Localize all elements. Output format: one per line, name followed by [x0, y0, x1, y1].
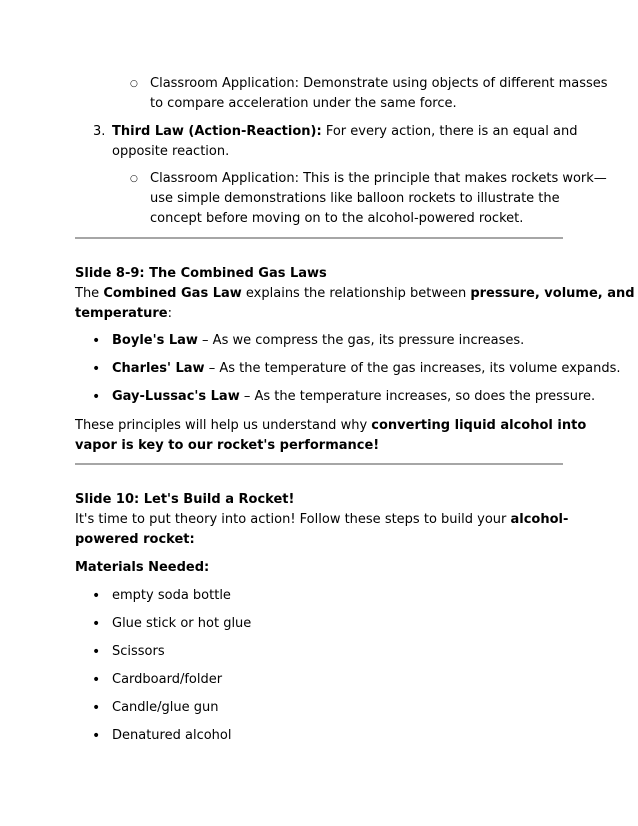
section-heading-gas-laws: Slide 8-9: The Combined Gas Laws [75, 266, 327, 281]
bold-run: temperature [75, 306, 168, 321]
text-run: explains the relationship between [241, 286, 471, 301]
text-run: : [167, 306, 172, 321]
bullet-marker: • [92, 588, 101, 604]
paragraph-line [75, 416, 586, 436]
list-number: 3. [93, 124, 106, 139]
material-item: Candle/glue gun [112, 700, 219, 715]
text-run: – As the temperature of the gas increases, its volume expands. [204, 361, 621, 376]
material-item: Denatured alcohol [112, 728, 232, 743]
paragraph-line [75, 304, 172, 324]
section-heading-build-rocket: Slide 10: Let's Build a Rocket! [75, 492, 295, 507]
material-item: Scissors [112, 644, 165, 659]
bold-run: alcohol- [510, 512, 569, 527]
list-item-title: Third Law (Action-Reaction): [112, 124, 322, 139]
sub-bullet-text-line: use simple demonstrations like balloon rockets to illustrate the [150, 191, 560, 206]
paragraph-line [75, 510, 568, 530]
text-run: – As we compress the gas, its pressure increases. [197, 333, 525, 348]
sub-bullet-marker: ○ [130, 174, 138, 184]
text-run: – As the temperature increases, so does the pressure. [239, 389, 596, 404]
bullet-marker: • [92, 644, 101, 660]
bullet-marker: • [92, 700, 101, 716]
horizontal-rule [75, 237, 563, 239]
sub-bullet-text-line: Classroom Application: Demonstrate using objects of different masses [150, 76, 608, 91]
bullet-marker: • [92, 389, 101, 405]
bold-run: powered rocket: [75, 532, 195, 547]
bullet-marker: • [92, 616, 101, 632]
bold-run: Boyle's Law [112, 333, 198, 348]
text-run: These principles will help us understand why [75, 418, 372, 433]
bullet-marker: • [92, 361, 101, 377]
paragraph-line [75, 284, 635, 304]
bold-run: Combined Gas Law [103, 286, 242, 301]
list-item [112, 359, 621, 379]
material-item: empty soda bottle [112, 588, 231, 603]
paragraph-line [75, 530, 195, 550]
sub-bullet-text-line: to compare acceleration under the same force. [150, 96, 457, 111]
sub-bullet-text-line: Classroom Application: This is the principle that makes rockets work— [150, 171, 607, 186]
bullet-marker: • [92, 672, 101, 688]
bold-run: Charles' Law [112, 361, 205, 376]
material-item: Cardboard/folder [112, 672, 223, 687]
bold-run: converting liquid alcohol into [371, 418, 587, 433]
list-item-third-law [112, 122, 577, 142]
materials-heading: Materials Needed: [75, 560, 210, 575]
material-item: Glue stick or hot glue [112, 616, 252, 631]
bold-run: vapor is key to our rocket's performance! [75, 438, 380, 453]
sub-bullet-marker: ○ [130, 79, 138, 89]
bullet-marker: • [92, 333, 101, 349]
bold-run: pressure, volume, and [470, 286, 635, 301]
bullet-marker: • [92, 728, 101, 744]
text-run: It's time to put theory into action! Follow these steps to build your [75, 512, 511, 527]
paragraph-line [75, 436, 379, 456]
sub-bullet-text-line: concept before moving on to the alcohol-powered rocket. [150, 211, 524, 226]
list-item [112, 331, 524, 351]
text-run: The [75, 286, 104, 301]
list-item-text: For every action, there is an equal and [321, 124, 578, 139]
list-item-text-line: opposite reaction. [112, 144, 230, 159]
bold-run: Gay-Lussac's Law [112, 389, 240, 404]
horizontal-rule [75, 463, 563, 465]
list-item [112, 387, 595, 407]
